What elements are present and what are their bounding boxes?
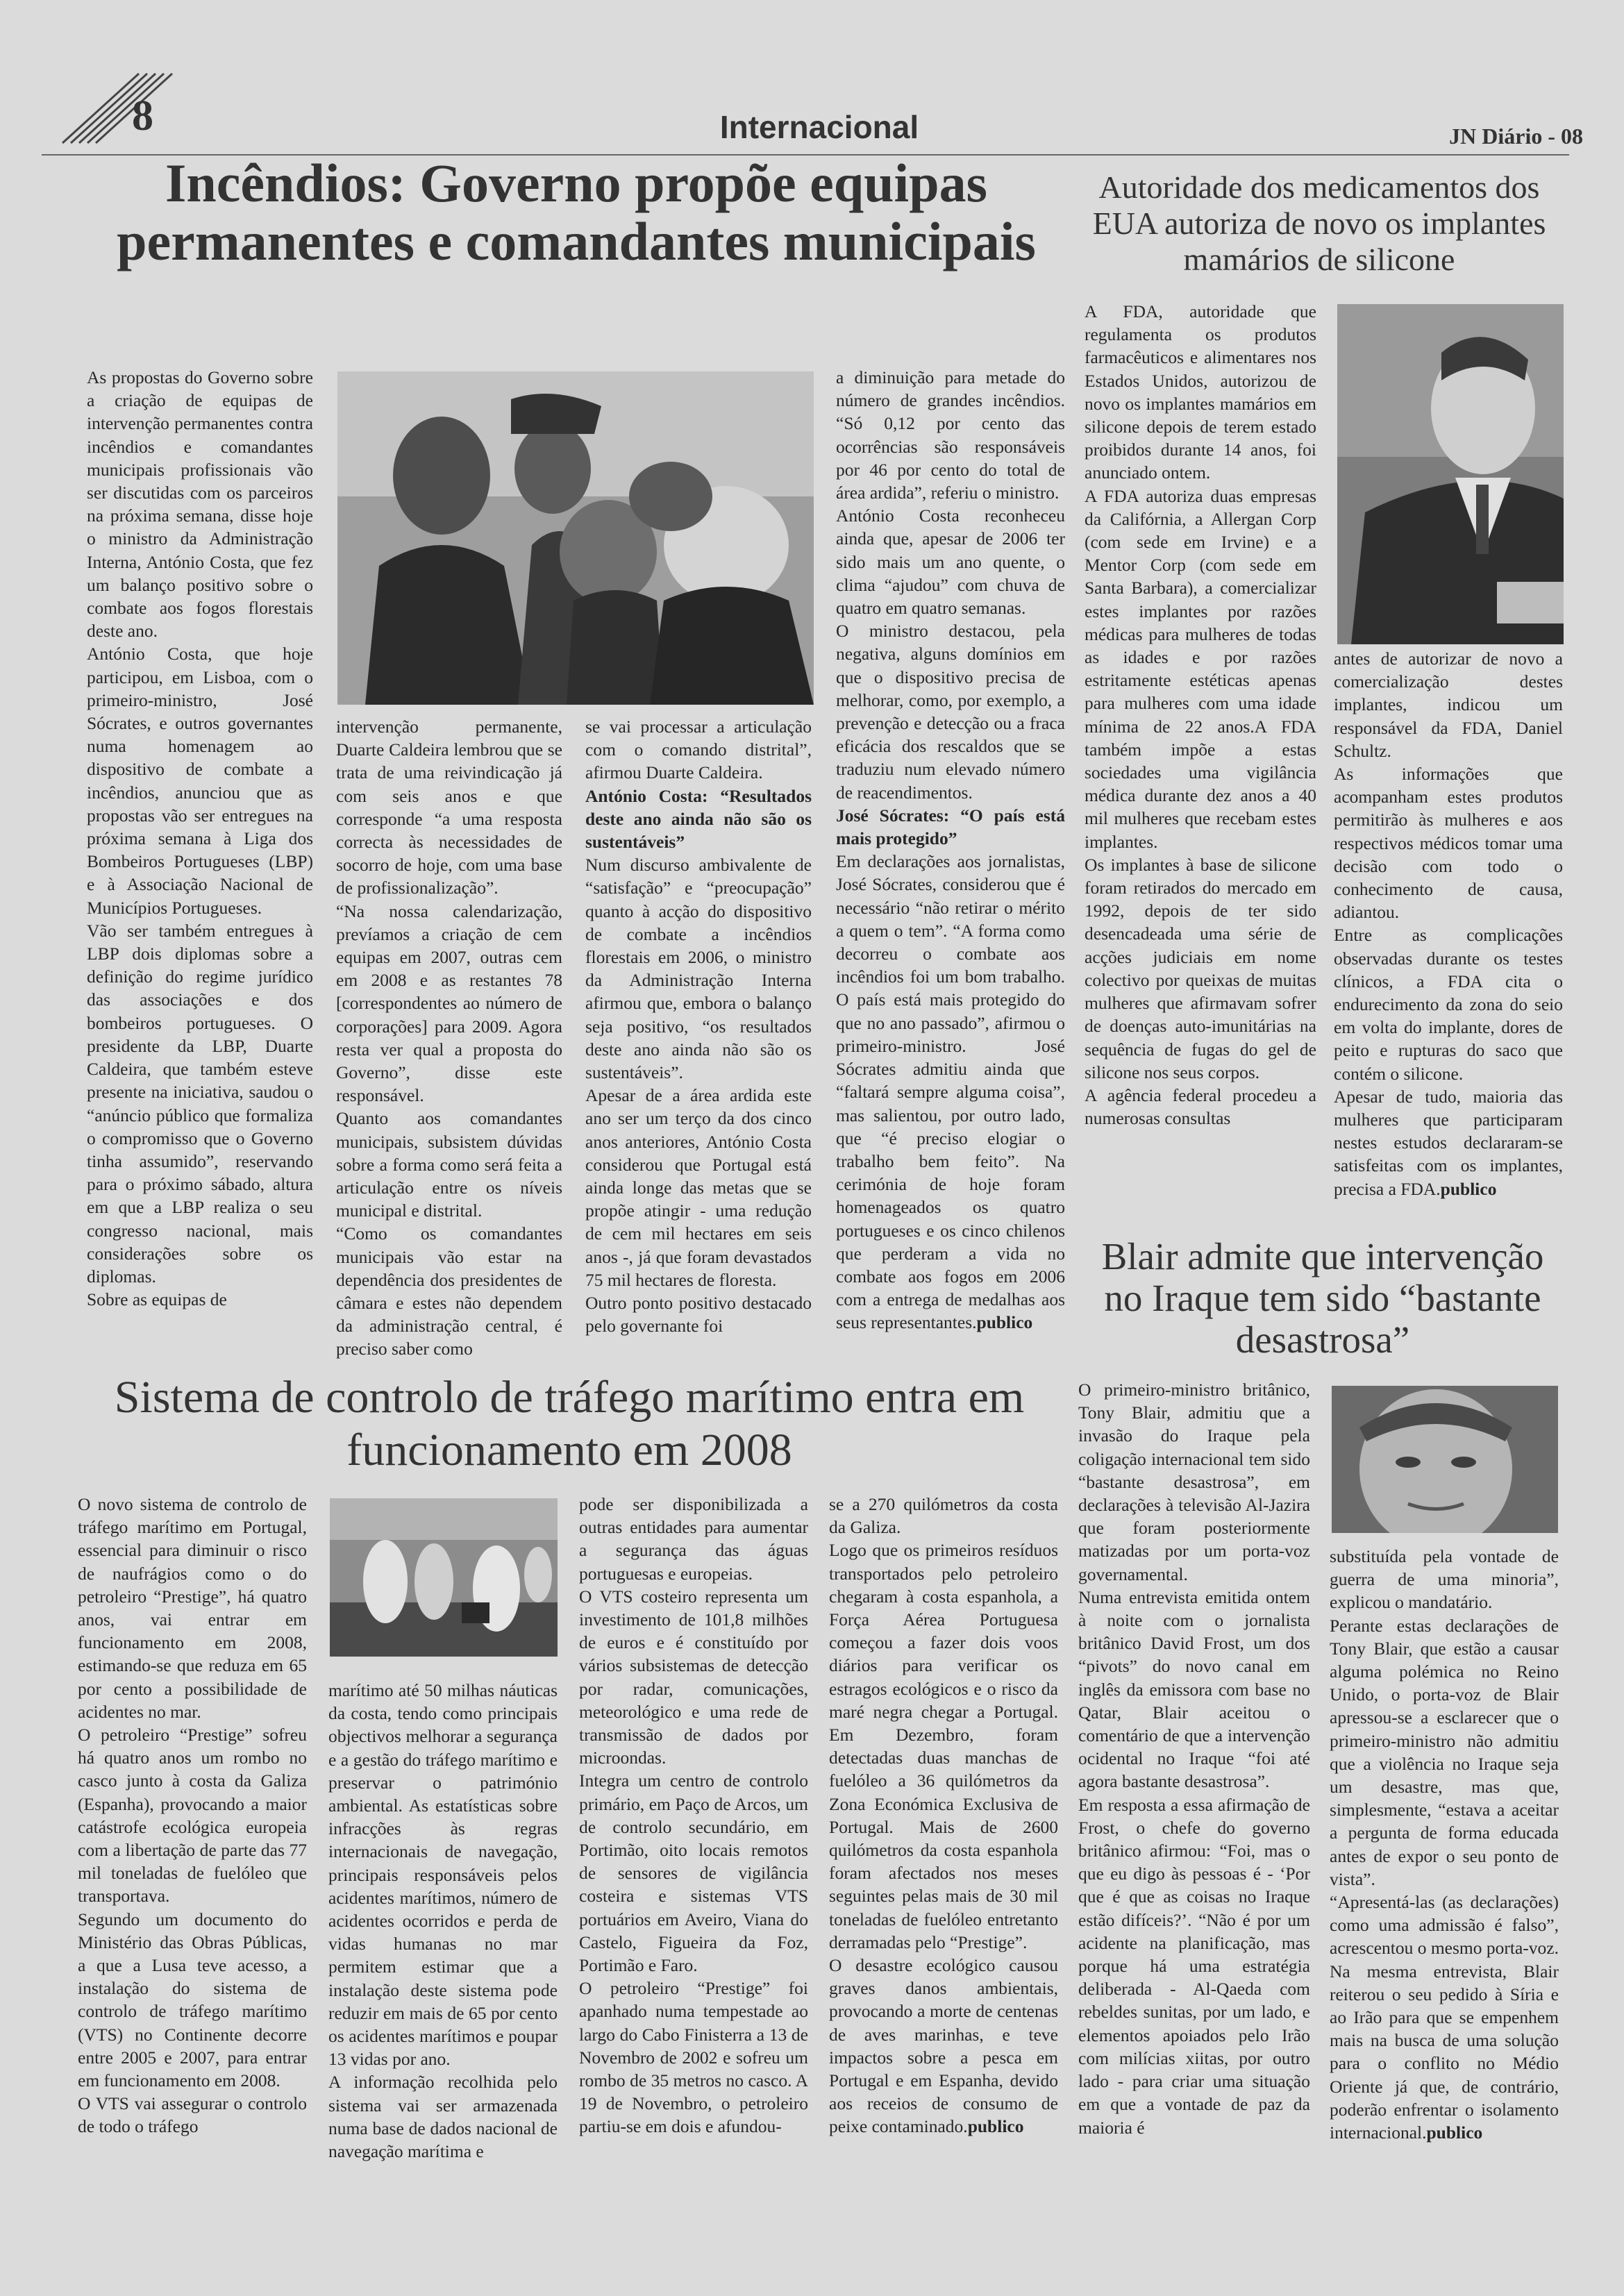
article4-col4: se a 270 quilómetros da costa da Galiza. Logo que os primeiros resíduos transportados pelo petroleiro chegaram à costa espanhola, a Força Aérea Portuguesa começou a fazer dois voos diários para verificar os estragos ecológicos e o risco da maré negra chegar a Portugal. Em Dezembro, foram detectadas duas manchas de fuelóleo a 36 quilómetros da Zona Económica Exclusiva de Portugal. Mais de 2600 quilómetros da costa espanhola foram afectados nos meses seguintes pelas mais de 30 mil toneladas de fuelóleo entretanto derramadas pelo “Prestige”. O desastre ecológico causou graves danos ambientais, provocando a morte de centenas de aves marinhas, e teve impactos sobre a pesca em Portugal e em Espanha, devido aos receios de consumo de peixe contaminado.publico [829, 1494, 1058, 2137]
article3-col1: O primeiro-ministro britânico, Tony Blair, admitiu que a invasão do Iraque pela coligação internacional tem sido “bastante desastrosa”, em declarações à televisão Al-Jazira que foram posteriormente matizadas por um porta-voz governamental. Numa entrevista emitida ontem à noite com o jornalista britânico David Frost, um dos “pivots” do novo canal em inglês da emissora com base no Qatar, Blair aceitou o comentário de que a intervenção ocidental no Iraque “foi até agora bastante desastrosa”. Em resposta a essa afirmação de Frost, o chefe do governo britânico afirmou: “Foi, mas o que eu digo às pessoas é - ‘Por que é que as coisas no Iraque estão difíceis?’. “Não é por um acidente na planificação, mas porque há uma estratégia deliberada - Al-Qaeda com rebeldes sunitas, por um lado, e elementos apoiados pelo Irão com milícias xiitas, por outro lado - para criar uma situação em que a vontade de paz da maioria é [1078, 1380, 1310, 2138]
article1-col4: a diminuição para metade do número de grandes incêndios. “Só 0,12 por cento das ocorrências são responsáveis por 46 por cento do total de área ardida”, referiu o ministro. António Costa reconheceu ainda que, apesar de 2006 ter sido mais um ano quente, o clima “ajudou” com chuva de quatro em quatro semanas. O ministro destacou, pela negativa, alguns domínios em que o dispositivo precisa de melhorar, como, por exemplo, a prevenção e detecção ou a fraca eficácia dos rescaldos que se traduziu num elevado número de reacendimentos. José Sócrates: “O país está mais protegido” Em declarações aos jornalistas, José Sócrates, considerou que é necessário “não retirar o mérito a quem o tem”. “A forma como decorreu o combate aos incêndios foi um bom trabalho. O país está mais protegido do que no ano passado”, afirmou o primeiro-ministro. José Sócrates admitiu ainda que “faltará sempre alguma coisa”, mas salientou, por outro lado, que “é preciso elogiar o trabalho bem feito”. Na cerimónia de hoje foram homenageados os quatro portugueses e os cinco chilenos que perderam a vida no combate aos fogos em 2006 com a entrega de medalhas aos seus representantes.publico [836, 367, 1065, 1333]
article4-col2: marítimo até 50 milhas náuticas da costa, tendo como principais objectivos melhorar a segurança e a gestão do tráfego marítimo e preservar o património ambiental. As estatísticas sobre infracções às regras internacionais de navegação, principais responsáveis pelos acidentes marítimos, número de acidentes ocorridos e perda de vidas humanas no mar permitem estimar que a instalação deste sistema pode reduzir em mais de 65 por cento os acidentes marítimos e poupar 13 vidas por ano. A informação recolhida pelo sistema vai ser armazenada numa base de dados nacional de navegação marítima e [328, 1680, 558, 2162]
article4-col3: pode ser disponibilizada a outras entidades para aumentar a segurança das águas portuguesas e europeias. O VTS costeiro representa um investimento de 101,8 milhões de euros e é constituído por vários subsistemas de detecção por radar, comunicações, meteorológico e uma rede de transmissão de dados por microondas. Integra um centro de controlo primário, em Paço de Arcos, um de controlo secundário, em Portimão, oito locais remotos de sensores de vigilância costeira e sistemas VTS portuários em Aveiro, Viana do Castelo, Figueira da Foz, Portimão e Faro. O petroleiro “Prestige” foi apanhado numa tempestade ao largo do Cabo Finisterra a 13 de Novembro de 2002 e sofreu um rombo de 35 metros no casco. A 19 de Novembro, o petroleiro partiu-se em dois e afundou- [579, 1494, 808, 2137]
photo-blair [1332, 1386, 1558, 1533]
article2-col2: antes de autorizar de novo a comercialização destes implantes, indicou um responsável da FDA, Daniel Schultz. As informações que acompanham estes produtos permitirão às mulheres e aos respectivos médicos tomar uma decisão com todo o conhecimento de causa, adiantou. Entre as complicações observadas durante os testes clínicos, a FDA cita o endurecimento da zona do seio em volta do implante, dores de peito e rupturas do saco que contém o silicone. Apesar de tudo, maioria das mulheres que participaram nestes estudos declararam-se satisfeitas com os implantes, precisa a FDA.publico [1334, 648, 1563, 1199]
photo-fda-official [1337, 304, 1564, 644]
page-number: 8 [132, 92, 153, 140]
hatch-logo-icon [56, 67, 174, 150]
article4-col1: O novo sistema de controlo de tráfego marítimo em Portugal, essencial para diminuir o risco de naufrágios como o do petroleiro “Prestige”, há quatro anos, vai entrar em funcionamento em 2008, estimando-se que reduza em 65 por cento a possibilidade de acidentes no mar. O petroleiro “Prestige” sofreu há quatro anos um rombo no casco junto à costa da Galiza (Espanha), provocando a maior catástrofe ecológica europeia com a libertação de parte das 77 mil toneladas de fuelóleo que transportava. Segundo um documento do Ministério das Obras Públicas, a que a Lusa teve acesso, a instalação do sistema de controlo de tráfego marítimo (VTS) no Continente decorre entre 2005 e 2007, para entrar em funcionamento em 2008. O VTS vai assegurar o controlo de todo o tráfego [78, 1494, 307, 2137]
subhead-socrates: José Sócrates: “O país está mais protegido” [836, 805, 1065, 849]
photo-cleanup-workers [330, 1498, 558, 1657]
publication-name: JN Diário - 08 [1449, 124, 1583, 149]
signature: publico [1440, 1178, 1497, 1199]
article1-col1: As propostas do Governo sobre a criação de equipas de intervenção permanentes contra incêndios e comandantes municipais profissionais vão ser discutidas com os parceiros na próxima semana, disse hoje o ministro da Administração Interna, António Costa, que fez um balanço positivo sobre o combate aos fogos florestais deste ano. António Costa, que hoje participou, em Lisboa, com o primeiro-ministro, José Sócrates, e outros governantes numa homenagem ao dispositivo de combate a incêndios, anunciou que as propostas vão ser entregues na próxima semana à Liga dos Bombeiros Portugueses (LBP) e à Associação Nacional de Municípios Portugueses. Vão ser também entregues à LBP dois diplomas sobre a definição do regime jurídico das associações e dos bombeiros portugueses. O presidente da LBP, Duarte Caldeira, que também esteve presente na iniciativa, saudou o “anúncio público que formaliza o compromisso que o Governo tinha assumido”, reservando para o próximo sábado, altura em que a LBP realiza o seu congresso nacional, mais considerações sobre os diplomas. Sobre as equipas de [87, 367, 313, 1310]
signature: publico [1426, 2122, 1483, 2143]
signature: publico [967, 2116, 1024, 2137]
article2-col1: A FDA, autoridade que regulamenta os produtos farmacêuticos e alimentares nos Estados Unidos, autorizou de novo os implantes mamários em silicone depois de terem estado proibidos durante 14 anos, foi anunciado ontem. A FDA autoriza duas empresas da Califórnia, a Allergan Corp (com sede em Irvine) e a Mentor Corp (com sede em Santa Barbara), a comercializar estes implantes por razões médicas para mulheres de todas as idades e por razões estritamente estéticas apenas para mulheres com uma idade mínima de 22 anos.A FDA também impõe a estas sociedades uma vigilância médica durante dez anos a 40 mil mulheres que recebam estes implantes. Os implantes à base de silicone foram retirados do mercado em 1992, depois de ter sido desencadeada uma série de acções judiciais em nome colectivo por queixas de muitas mulheres que afirmavam sofrer de doenças auto-imunitárias na sequência de fugas do gel de silicone nos seus corpos. A agência federal procedeu a numerosas consultas [1085, 301, 1316, 1129]
headline-blair: Blair admite que intervenção no Iraque tem sido “bastante desastrosa” [1101, 1235, 1544, 1361]
article1-col3: se vai processar a articulação com o comando distrital”, afirmou Duarte Caldeira. António Costa: “Resultados deste ano ainda não são os sustentáveis” Num discurso ambivalente de “satisfação” e “preocupação” quanto à acção do dispositivo de combate a incêndios florestais em 2006, o ministro da Administração Interna afirmou que, embora o balanço seja positivo, “os resultados deste ano ainda não são os sustentáveis”. Apesar de a área ardida este ano ser um terço da dos cinco anos anteriores, António Costa considerou que Portugal está ainda longe das metas que se propõe atingir - uma redução de cem mil hectares em seis anos -, já que foram devastados 75 mil hectares de floresta. Outro ponto positivo destacado pelo governante foi [585, 717, 812, 1336]
headline-trafego: Sistema de controlo de tráfego marítimo entra em funcionamento em 2008 [114, 1372, 1025, 1475]
headline-fda: Autoridade dos medicamentos dos EUA autoriza de novo os implantes mamários de silicone [1092, 169, 1546, 277]
article1-col2: intervenção permanente, Duarte Caldeira lembrou que se trata de uma reivindicação já com seis anos e que corresponde “a uma resposta correcta às necessidades de socorro de hoje, com uma base de profissionalização”. “Na nossa calendarização, prevíamos a criação de cem equipas em 2007, outras cem em 2008 e as restantes 78 [correspondentes ao número de corporações] para 2009. Agora resta ver qual a proposta do Governo”, disse este responsável. Quanto aos comandantes municipais, subsistem dúvidas sobre a forma como será feita a articulação entre os níveis municipal e distrital. “Como os comandantes municipais vão estar na dependência dos presidentes de câmara e estes não dependem da administração central, é preciso saber como [336, 717, 562, 1359]
section-title: Internacional [719, 109, 919, 145]
signature: publico [976, 1312, 1033, 1333]
headline-incendios: Incêndios: Governo propõe equipas permanentes e comandantes municipais [117, 153, 1036, 271]
article3-col2: substituída pela vontade de guerra de uma minoria”, explicou o mandatário. Perante estas declarações de Tony Blair, que estão a causar alguma polémica no Reino Unido, o porta-voz de Blair apressou-se a esclarecer que o primeiro-ministro não admitiu que a violência no Iraque seja um desastre, mas que, simplesmente, “estava a aceitar a pergunta de forma educada antes de expor o seu ponto de vista”. “Apresentá-las (as declarações) como uma admissão é falso”, acrescentou o mesmo porta-voz. Na mesma entrevista, Blair reiterou o seu pedido à Síria e ao Irão para que se empenhem mais na busca de uma solução para o conflito no Médio Oriente já que, de contrário, poderão enfrentar o isolamento internacional.publico [1330, 1546, 1559, 2143]
page-header [0, 0, 1624, 160]
subhead-costa: António Costa: “Resultados deste ano ainda não são os sustentáveis” [585, 785, 812, 853]
photo-ceremony [337, 371, 814, 705]
